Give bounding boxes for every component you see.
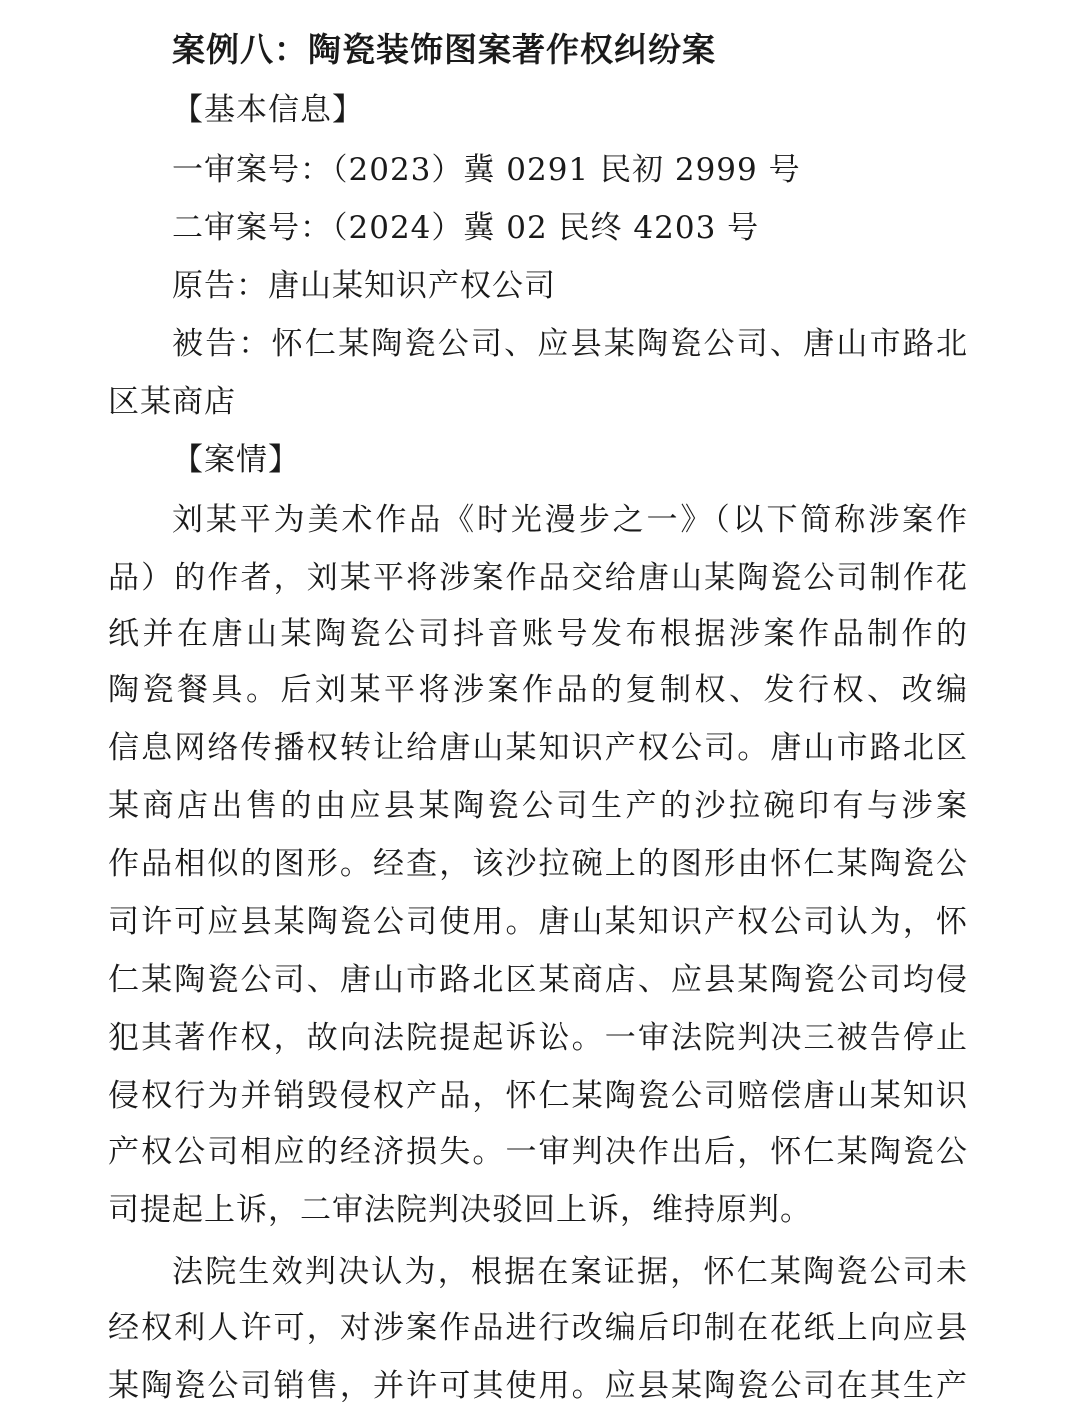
paragraph-2-line: 法院生效判决认为，根据在案证据，怀仁某陶瓷公司未 xyxy=(172,1254,968,1290)
basic-info-heading: 【基本信息】 xyxy=(172,92,364,128)
paragraph-1-line: 某商店出售的由应县某陶瓷公司生产的沙拉碗印有与涉案 xyxy=(108,788,968,824)
paragraph-1-line: 品）的作者，刘某平将涉案作品交给唐山某陶瓷公司制作花 xyxy=(108,560,968,596)
paragraph-1-line: 司许可应县某陶瓷公司使用。唐山某知识产权公司认为，怀 xyxy=(108,904,968,940)
defendant-line-1: 被告：怀仁某陶瓷公司、应县某陶瓷公司、唐山市路北 xyxy=(172,326,968,362)
paragraph-1-line: 犯其著作权，故向法院提起诉讼。一审法院判决三被告停止 xyxy=(108,1020,968,1056)
paragraph-1-line: 陶瓷餐具。后刘某平将涉案作品的复制权、发行权、改编 xyxy=(108,672,968,708)
plaintiff: 原告：唐山某知识产权公司 xyxy=(172,268,556,304)
paragraph-1-line: 作品相似的图形。经查，该沙拉碗上的图形由怀仁某陶瓷公 xyxy=(108,846,968,882)
paragraph-1-line: 纸并在唐山某陶瓷公司抖音账号发布根据涉案作品制作的 xyxy=(108,616,968,652)
paragraph-1-line: 司提起上诉，二审法院判决驳回上诉，维持原判。 xyxy=(108,1192,812,1228)
paragraph-1-line: 信息网络传播权转让给唐山某知识产权公司。唐山市路北区 xyxy=(108,730,968,766)
paragraph-2-line: 经权利人许可，对涉案作品进行改编后印制在花纸上向应县 xyxy=(108,1310,968,1346)
first-instance-case-number: 一审案号：（2023）冀 0291 民初 2999 号 xyxy=(172,152,801,188)
defendant-line-2: 区某商店 xyxy=(108,384,236,420)
paragraph-1-line: 刘某平为美术作品《时光漫步之一》（以下简称涉案作 xyxy=(172,502,968,538)
paragraph-2-line: 某陶瓷公司销售，并许可其使用。应县某陶瓷公司在其生产 xyxy=(108,1368,968,1404)
second-instance-case-number: 二审案号：（2024）冀 02 民终 4203 号 xyxy=(172,210,760,246)
paragraph-1-line: 侵权行为并销毁侵权产品，怀仁某陶瓷公司赔偿唐山某知识 xyxy=(108,1078,968,1114)
paragraph-1-line: 仁某陶瓷公司、唐山市路北区某商店、应县某陶瓷公司均侵 xyxy=(108,962,968,998)
case-facts-heading: 【案情】 xyxy=(172,442,300,478)
paragraph-1-line: 产权公司相应的经济损失。一审判决作出后，怀仁某陶瓷公 xyxy=(108,1134,968,1170)
case-title: 案例八：陶瓷装饰图案著作权纠纷案 xyxy=(172,30,716,69)
